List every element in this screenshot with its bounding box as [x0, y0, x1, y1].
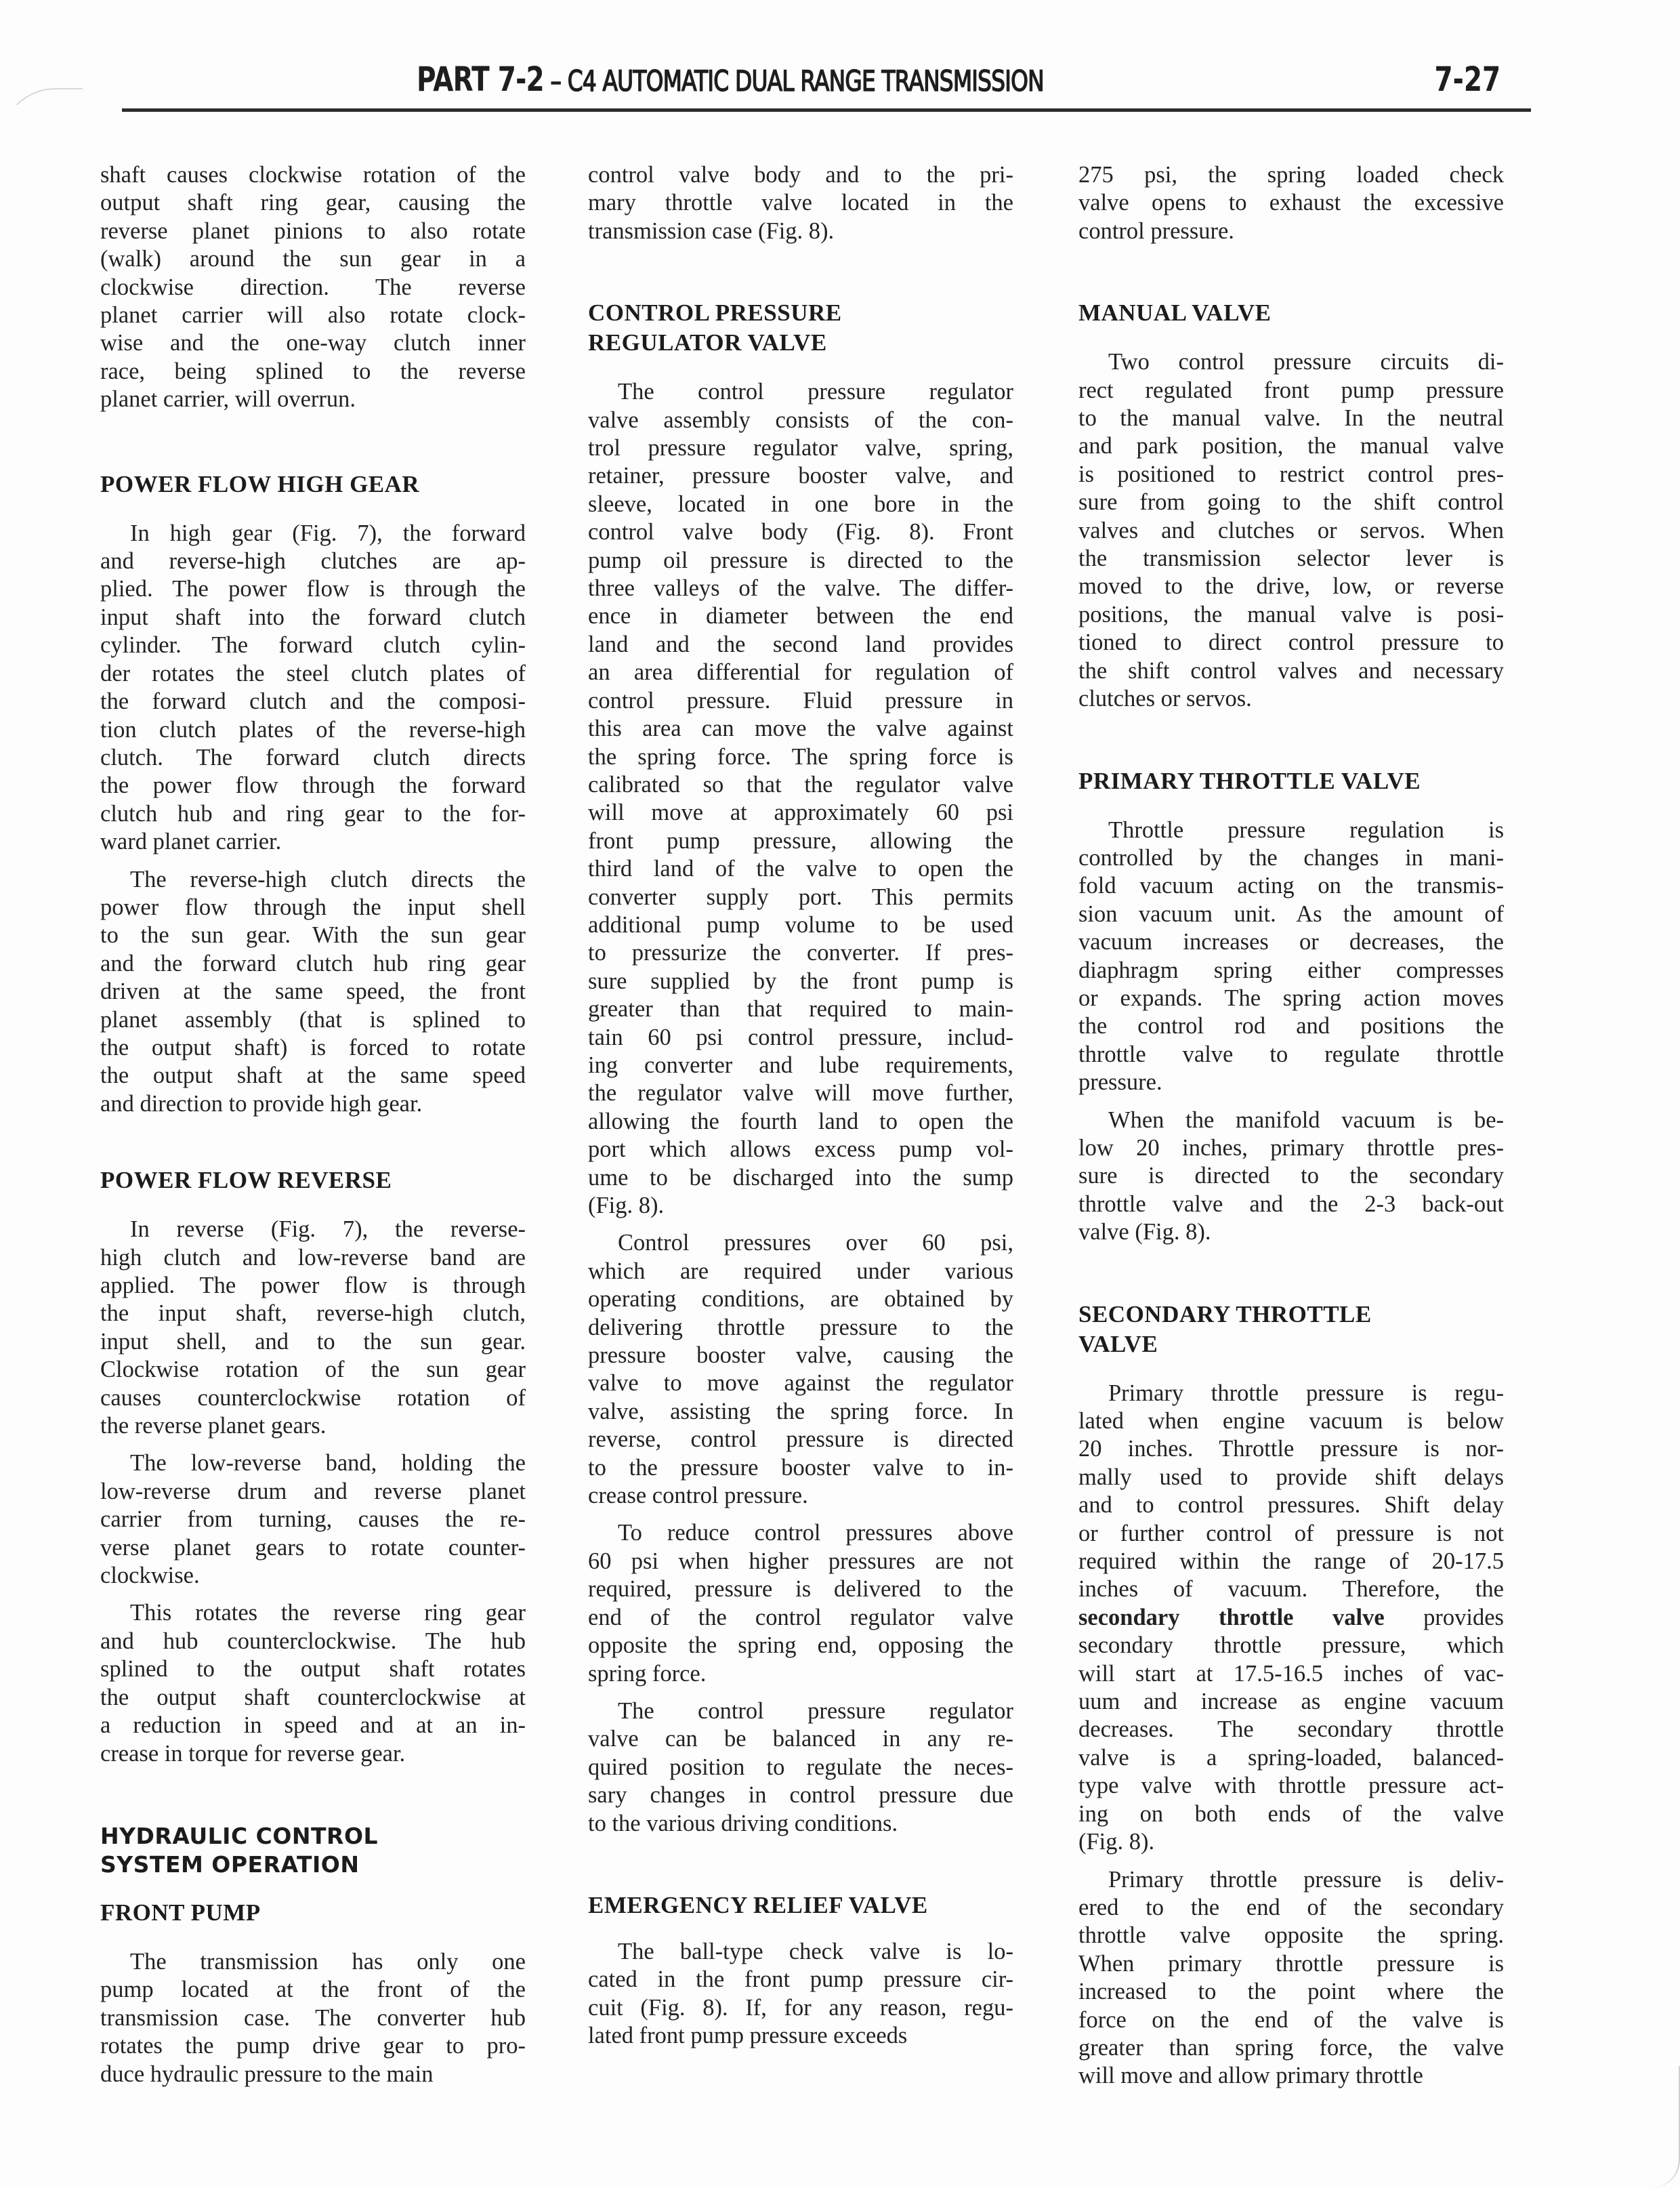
text-line: decreases. The secondary throttle [1078, 1716, 1504, 1743]
text-line: splined to the output shaft rotates [100, 1656, 526, 1683]
text-line: sary changes in control pressure due [588, 1782, 1013, 1809]
text-line: this area can move the valve against [588, 716, 1013, 742]
text-line: power flow through the input shell [100, 894, 526, 920]
paragraph [1078, 817, 1504, 1097]
text-line: This rotates the reverse ring gear [130, 1600, 526, 1626]
text-line: input shell, and to the sun gear. [100, 1328, 526, 1355]
paragraph [588, 1519, 1013, 1687]
text-line: additional pump volume to be used [588, 911, 1013, 938]
text-line: the spring force. The spring force is [588, 743, 1013, 770]
text-line: three valleys of the valve. The differ- [588, 575, 1013, 602]
text-line: Primary throttle pressure is deliv- [1108, 1866, 1504, 1893]
bold-term: secondary throttle valve [1078, 1604, 1385, 1630]
text-line: quired position to regulate the neces- [588, 1754, 1013, 1780]
text-line: To reduce control pressures above [618, 1520, 1013, 1546]
text-line: tain 60 psi control pressure, includ- [588, 1024, 1013, 1050]
paragraph [100, 1216, 526, 1440]
paragraph [100, 161, 526, 414]
text-line: clutches or servos. [1078, 686, 1252, 712]
text-line: shaft causes clockwise rotation of the [100, 162, 526, 188]
text-line: type valve with throttle pressure act- [1078, 1773, 1504, 1799]
paragraph [1078, 1380, 1504, 1857]
text-line: increased to the point where the [1078, 1979, 1504, 2005]
text-line: pump located at the front of the [100, 1977, 526, 2003]
text-line: valve opens to exhaust the excessive [1078, 190, 1504, 216]
text-line: The reverse-high clutch directs the [130, 866, 526, 892]
text-line: valve can be balanced in any re- [588, 1726, 1013, 1752]
text-line: lated front pump pressure exceeds [588, 2023, 908, 2049]
text-line: cated in the front pump pressure cir- [588, 1966, 1013, 1993]
text-line: required, pressure is delivered to the [588, 1576, 1013, 1603]
header-part-label: PART 7-2 [417, 60, 544, 99]
text-line: high clutch and low-reverse band are [100, 1244, 526, 1271]
text-line: force on the end of the valve is [1078, 2006, 1504, 2033]
heading-line: HYDRAULIC CONTROL [100, 1822, 379, 1849]
text-line: which are required under various [588, 1258, 1013, 1284]
text-line: and direction to provide high gear. [100, 1090, 423, 1117]
text-line: (Fig. 8). [1078, 1829, 1155, 1855]
section-heading-manual-valve: MANUAL VALVE [1078, 300, 1272, 327]
text-line: plied. The power flow is through the [100, 576, 526, 602]
text-line: reverse, control pressure is directed [588, 1426, 1013, 1453]
paragraph [100, 866, 526, 1119]
section-heading-emergency-relief-valve: EMERGENCY RELIEF VALVE [588, 1891, 928, 1918]
text-line: crease control pressure. [588, 1483, 808, 1509]
text-line: 20 inches. Throttle pressure is nor- [1078, 1436, 1504, 1462]
section-heading-power-flow-reverse: POWER FLOW REVERSE [100, 1167, 392, 1194]
text-line: 60 psi when higher pressures are not [588, 1548, 1013, 1574]
text-line: ence in diameter between the end [588, 603, 1013, 629]
text-line: delivering throttle pressure to the [588, 1314, 1013, 1340]
text-line: will move and allow primary throttle [1078, 2063, 1423, 2089]
text-line: and to control pressures. Shift delay [1078, 1492, 1504, 1519]
text-line: greater than that required to main- [588, 996, 1013, 1023]
text-line: the control rod and positions the [1078, 1013, 1504, 1039]
text-line: the regulator valve will move further, [588, 1080, 1013, 1107]
text-line: is positioned to restrict control pres- [1078, 461, 1504, 487]
text-line: to the pressure booster valve to in- [588, 1454, 1013, 1481]
text-line: carrier from turning, causes the re- [100, 1506, 526, 1533]
running-header [417, 60, 1500, 100]
section-heading-secondary-throttle-valve [1078, 1300, 1504, 1359]
header-rule [122, 108, 1531, 112]
text-line: or further control of pressure is not [1078, 1520, 1504, 1546]
text-line: third land of the valve to open the [588, 856, 1013, 882]
text-line: valve to move against the regulator [588, 1370, 1013, 1397]
text-line: (walk) around the sun gear in a [100, 246, 526, 272]
text-line: sure is directed to the secondary [1078, 1163, 1504, 1189]
paragraph [100, 1948, 526, 2088]
text-line: allowing the fourth land to open the [588, 1108, 1013, 1134]
text-line: throttle valve to regulate throttle [1078, 1041, 1504, 1067]
text-line: end of the control regulator valve [588, 1604, 1013, 1630]
text-line: sure supplied by the front pump is [588, 968, 1013, 994]
text-line: vacuum increases or decreases, the [1078, 929, 1504, 955]
text-line: clockwise direction. The reverse [100, 274, 526, 300]
text-line: duce hydraulic pressure to the main [100, 2061, 434, 2087]
text-line: In reverse (Fig. 7), the reverse- [130, 1216, 526, 1243]
text-line: trol pressure regulator valve, spring, [588, 435, 1013, 461]
column-middle [588, 161, 1013, 2050]
text-line: calibrated so that the regulator valve [588, 771, 1013, 798]
text-line: When the manifold vacuum is be- [1108, 1107, 1504, 1133]
section-heading-power-flow-high-gear: POWER FLOW HIGH GEAR [100, 470, 420, 497]
text-line: ered to the end of the secondary [1078, 1894, 1504, 1920]
section-heading-hydraulic-control-system-operation [100, 1822, 526, 1879]
paragraph [588, 1938, 1013, 2050]
text-line: Two control pressure circuits di- [1108, 349, 1504, 375]
text-line: the shift control valves and necessary [1078, 657, 1504, 684]
text-line: sure from going to the shift control [1078, 489, 1504, 516]
text-line: fold vacuum acting on the transmis- [1078, 873, 1504, 899]
heading-line: REGULATOR VALVE [588, 329, 827, 356]
text-line: the input shaft, reverse-high clutch, [100, 1300, 526, 1327]
section-heading-front-pump: FRONT PUMP [100, 1899, 261, 1926]
text-line: uum and increase as engine vacuum [1078, 1689, 1504, 1715]
paragraph [1078, 348, 1504, 713]
text-line: will move at approximately 60 psi [588, 800, 1013, 826]
text-line: cuit (Fig. 8). If, for any reason, regu- [588, 1994, 1013, 2021]
text-line: land and the second land provides [588, 631, 1013, 657]
text-line: (Fig. 8). [588, 1193, 665, 1218]
text-line: pump oil pressure is directed to the [588, 547, 1013, 573]
paragraph [100, 1599, 526, 1767]
text-line: a reduction in speed and at an in- [100, 1712, 526, 1739]
header-title [417, 60, 1044, 99]
text-line: causes counterclockwise rotation of [100, 1384, 526, 1411]
header-dash: – [543, 64, 568, 98]
text-line: the output shaft at the same speed [100, 1062, 526, 1089]
text-line: ume to be discharged into the sump [588, 1164, 1013, 1191]
text-line: ward planet carrier. [100, 829, 282, 855]
text-line: secondary throttle pressure, which [1078, 1632, 1504, 1659]
text-line: low 20 inches, primary throttle pres- [1078, 1134, 1504, 1161]
paragraph [588, 161, 1013, 245]
paragraph [588, 1697, 1013, 1838]
column-right [1078, 161, 1504, 2090]
text-line: control valve body (Fig. 8). Front [588, 519, 1013, 545]
heading-line: SYSTEM OPERATION [100, 1851, 360, 1878]
paragraph [1078, 1107, 1504, 1247]
text-line: moved to the drive, low, or reverse [1078, 573, 1504, 600]
text-line: front pump pressure, allowing the [588, 827, 1013, 854]
text-line: positions, the manual valve is posi- [1078, 601, 1504, 627]
text-line: converter supply port. This permits [588, 884, 1013, 910]
text-line: Throttle pressure regulation is [1108, 817, 1504, 843]
text-line: Primary throttle pressure is regu- [1108, 1380, 1504, 1406]
text-line: input shaft into the forward clutch [100, 604, 526, 630]
text-line: the power flow through the forward [100, 772, 526, 799]
text-line: The ball-type check valve is lo- [618, 1938, 1013, 1964]
text-line: throttle valve and the 2-3 back-out [1078, 1191, 1504, 1217]
paragraph [588, 378, 1013, 1220]
scan-edge-mark [1652, 2066, 1680, 2188]
text-line: planet carrier will also rotate clock- [100, 302, 526, 329]
text-line: valve is a spring-loaded, balanced- [1078, 1744, 1504, 1771]
paragraph [1078, 161, 1504, 245]
text-line: 275 psi, the spring loaded check [1078, 162, 1504, 188]
text-line: to the manual valve. In the neutral [1078, 405, 1504, 432]
text-line: pressure booster valve, causing the [588, 1342, 1013, 1369]
text-line: operating conditions, are obtained by [588, 1286, 1013, 1313]
text-line: control pressure. Fluid pressure in [588, 687, 1013, 714]
text-line: The control pressure regulator [618, 379, 1013, 405]
paragraph [588, 1229, 1013, 1510]
section-heading-primary-throttle-valve: PRIMARY THROTTLE VALVE [1078, 767, 1421, 794]
text-line: When primary throttle pressure is [1078, 1950, 1504, 1977]
scan-edge-mark [0, 88, 83, 144]
text-line: tioned to direct control pressure to [1078, 629, 1504, 656]
text-line: output shaft ring gear, causing the [100, 190, 526, 216]
heading-line: CONTROL PRESSURE [588, 300, 842, 327]
text-line: Clockwise rotation of the sun gear [100, 1357, 526, 1383]
heading-line: SECONDARY THROTTLE [1078, 1300, 1372, 1327]
text-line: throttle valve opposite the spring. [1078, 1922, 1504, 1949]
text-line: valves and clutches or servos. When [1078, 517, 1504, 543]
text-line: valve (Fig. 8). [1078, 1219, 1211, 1245]
text-line: crease in torque for reverse gear. [100, 1740, 406, 1767]
text-line: transmission case. The converter hub [100, 2004, 526, 2031]
text-line: and park position, the manual valve [1078, 433, 1504, 459]
text-line: control valve body and to the pri- [588, 162, 1013, 188]
text-line: pressure. [1078, 1069, 1162, 1096]
text-line: der rotates the steel clutch plates of [100, 660, 526, 686]
text-line: sleeve, located in one bore in the [588, 491, 1013, 517]
text-line: verse planet gears to rotate counter- [100, 1534, 526, 1561]
text-line: valve, assisting the spring force. In [588, 1398, 1013, 1424]
header-chapter-title: C4 AUTOMATIC DUAL RANGE TRANSMISSION [567, 64, 1044, 98]
text-line: planet carrier, will overrun. [100, 386, 356, 413]
text-line: lated when engine vacuum is below [1078, 1408, 1504, 1434]
text-line: clockwise. [100, 1563, 200, 1589]
text-line: clutch. The forward clutch directs [100, 744, 526, 770]
text-line: the output shaft) is forced to rotate [100, 1034, 526, 1060]
text-line: applied. The power flow is through [100, 1273, 526, 1298]
text-line: ing converter and lube requirements, [588, 1052, 1013, 1078]
text-line: planet assembly (that is splined to [100, 1006, 526, 1033]
text-line: the forward clutch and the composi- [100, 688, 526, 715]
text-line: controlled by the changes in mani- [1078, 844, 1504, 871]
heading-line: VALVE [1078, 1330, 1158, 1357]
text-line: sion vacuum unit. As the amount of [1078, 901, 1504, 927]
text-line: rotates the pump drive gear to pro- [100, 2033, 526, 2059]
text-line: to the various driving conditions. [588, 1810, 898, 1836]
text-line: wise and the one-way clutch inner [100, 330, 526, 356]
paragraph [100, 1449, 526, 1590]
column-left [100, 161, 526, 2088]
text-line: retainer, pressure booster valve, and [588, 463, 1013, 489]
text-line: and the forward clutch hub ring gear [100, 950, 526, 976]
text-line: or expands. The spring action moves [1078, 985, 1504, 1011]
text-line: ing on both ends of the valve [1078, 1800, 1504, 1827]
text-line: inches of vacuum. Therefore, the [1078, 1576, 1504, 1603]
text-line: low-reverse drum and reverse planet [100, 1478, 526, 1504]
text-line: driven at the same speed, the front [100, 978, 526, 1005]
text-line: mally used to provide shift delays [1078, 1464, 1504, 1490]
text-line: opposite the spring end, opposing the [588, 1632, 1013, 1659]
text-line: transmission case (Fig. 8). [588, 218, 835, 244]
text-line: required within the range of 20-17.5 [1078, 1548, 1504, 1575]
text-line: valve assembly consists of the con- [588, 407, 1013, 433]
text-line: the reverse planet gears. [100, 1413, 327, 1439]
text-line: spring force. [588, 1660, 707, 1687]
section-heading-control-pressure-regulator-valve [588, 298, 1013, 358]
text-line: Control pressures over 60 psi, [618, 1230, 1013, 1256]
text-line: control pressure. [1078, 218, 1234, 244]
text-line: The transmission has only one [130, 1948, 526, 1975]
text-line: reverse planet pinions to also rotate [100, 218, 526, 244]
paragraph [100, 520, 526, 856]
text-line: The low-reverse band, holding the [130, 1450, 526, 1477]
text-line: rect regulated front pump pressure [1078, 377, 1504, 403]
text-line: secondary throttle valve provides [1078, 1604, 1504, 1630]
text-line: The control pressure regulator [618, 1697, 1013, 1724]
text-line: will start at 17.5-16.5 inches of vac- [1078, 1660, 1504, 1687]
text-line: the output shaft counterclockwise at [100, 1684, 526, 1710]
text-line: In high gear (Fig. 7), the forward [130, 520, 526, 546]
text-line: clutch hub and ring gear to the for- [100, 800, 526, 827]
text-line: tion clutch plates of the reverse-high [100, 716, 526, 743]
text-line: to the sun gear. With the sun gear [100, 922, 526, 949]
text-line: an area differential for regulation of [588, 659, 1013, 686]
page-number: 7-27 [1434, 60, 1500, 99]
text-line: greater than spring force, the valve [1078, 2034, 1504, 2061]
text-line: race, being splined to the reverse [100, 358, 526, 384]
text-line: diaphragm spring either compresses [1078, 957, 1504, 983]
text-line: cylinder. The forward clutch cylin- [100, 632, 526, 659]
paragraph [1078, 1866, 1504, 2090]
text-line: and hub counterclockwise. The hub [100, 1628, 526, 1654]
text-line: the transmission selector lever is [1078, 545, 1504, 572]
text-line: mary throttle valve located in the [588, 190, 1013, 216]
text-line: port which allows excess pump vol- [588, 1136, 1013, 1163]
text-line: to pressurize the converter. If pres- [588, 940, 1013, 966]
text-line: and reverse-high clutches are ap- [100, 548, 526, 575]
